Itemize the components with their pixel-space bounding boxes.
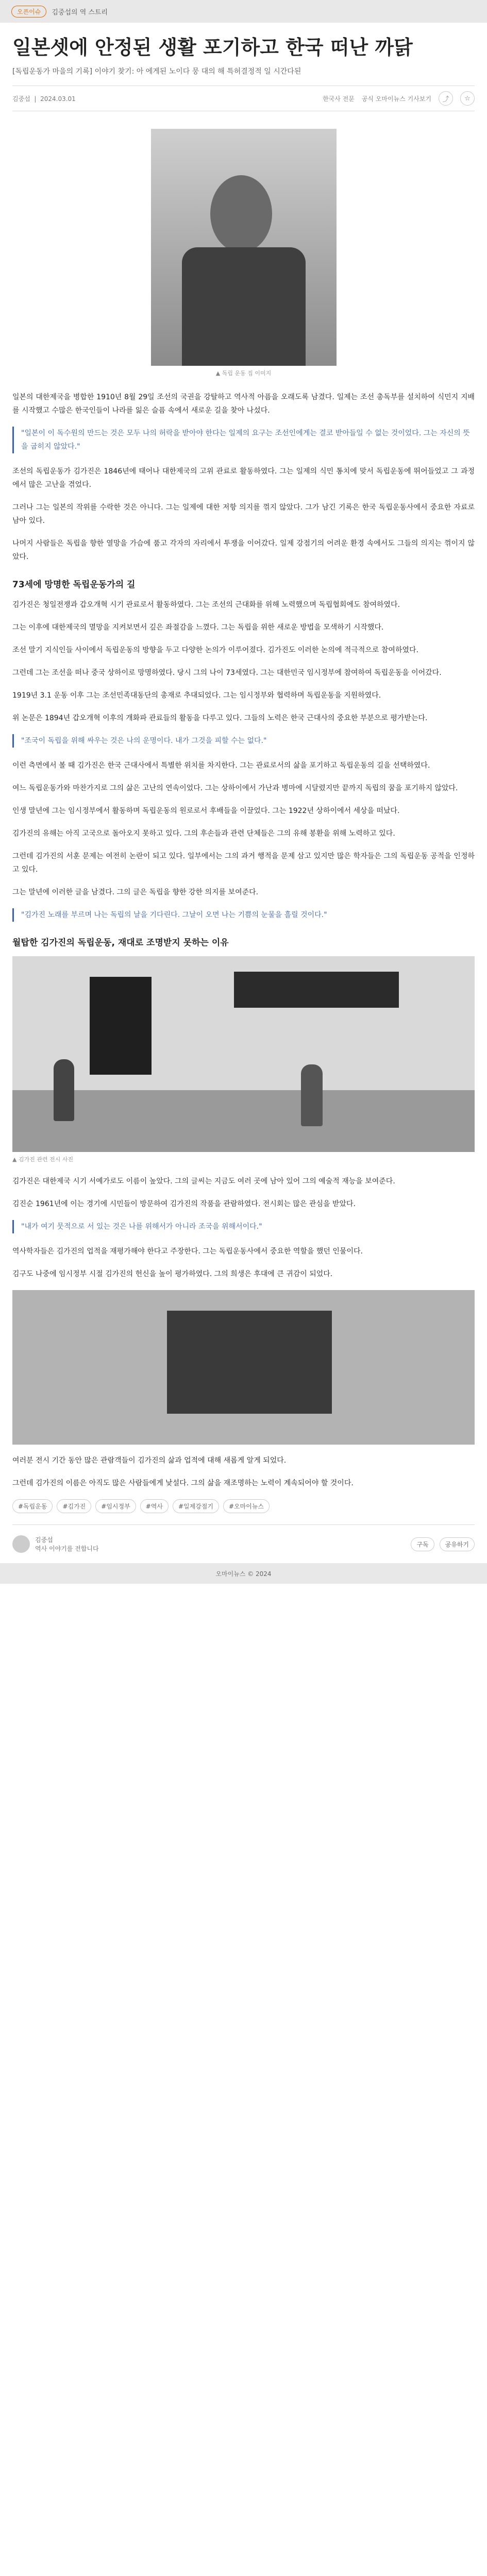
portrait-head bbox=[210, 175, 272, 252]
paragraph: 1919년 3.1 운동 이후 그는 조선민족대동단의 총재로 추대되었다. 그는 임시정부와 협력하며 독립운동을 지원하였다. bbox=[12, 691, 381, 700]
paragraph: 그런데 김가진의 서훈 문제는 여전히 논란이 되고 있다. 일부에서는 그의 과거 행적을 문제 삼고 있지만 많은 학자들은 그의 독립운동 공적을 인정하고 있다. bbox=[12, 852, 475, 874]
paragraph: 김가진의 유해는 아직 고국으로 돌아오지 못하고 있다. 그의 후손들과 관련 단체들은 그의 유해 봉환을 위해 노력하고 있다. bbox=[12, 829, 395, 838]
paragraph: 나머지 사람들은 독립을 향한 열망을 가슴에 품고 각자의 자리에서 투쟁을 이어갔다. 일제 강점기의 어려운 환경 속에서도 그들의 의지는 꺾이지 않았다. bbox=[12, 539, 475, 561]
bottom-bar: 오마이뉴스 © 2024 bbox=[0, 1563, 487, 1584]
publish-date: 2024.03.01 bbox=[40, 95, 76, 103]
footer-author-name[interactable]: 김중섭 bbox=[35, 1536, 53, 1544]
photo-caption: ▲ 독립 운동 집 이미지 bbox=[215, 370, 272, 377]
paragraph: 인생 말년에 그는 임시정부에서 활동하며 독립운동의 원로로서 후배들을 이끌었다. 그는 1922년 상하이에서 세상을 떠났다. bbox=[12, 807, 400, 815]
tag-item[interactable]: #오마이뉴스 bbox=[223, 1499, 270, 1513]
quote: "조국이 독립을 위해 싸우는 것은 나의 운명이다. 내가 그것을 피할 수는 없다." bbox=[12, 734, 475, 748]
subscribe-button[interactable]: 구독 bbox=[411, 1537, 434, 1551]
paragraph: 그런데 그는 조선을 떠나 중국 상하이로 망명하였다. 당시 그의 나이 73세였다. 그는 대한민국 임시정부에 참여하여 독립운동을 이어갔다. bbox=[12, 669, 442, 677]
quote: "내가 여기 뭇적으로 서 있는 것은 나를 위해서가 아니라 조국을 위해서이다." bbox=[12, 1220, 475, 1233]
author-date: 김중섭 | 2024.03.01 bbox=[12, 95, 76, 103]
exhibit-photo bbox=[12, 1290, 475, 1445]
author-footer bbox=[12, 1524, 475, 1563]
artwork-2 bbox=[234, 972, 399, 1008]
article-meta bbox=[12, 86, 475, 111]
paragraph: 역사학자들은 김가진의 업적을 재평가해야 한다고 주장한다. 그는 독립운동사에서 중요한 역할을 했던 인물이다. bbox=[12, 1247, 363, 1256]
footer-author-desc: 역사 이야기를 전합니다 bbox=[35, 1545, 99, 1552]
avatar[interactable] bbox=[12, 1535, 30, 1553]
tag-item[interactable]: #임시정부 bbox=[95, 1499, 136, 1513]
artwork-1 bbox=[90, 977, 152, 1075]
footer-actions bbox=[411, 1537, 475, 1551]
author-name[interactable]: 김중섭 bbox=[12, 95, 30, 103]
paragraph: 김가진은 대한제국 시기 서예가로도 이름이 높았다. 그의 글씨는 지금도 여러 곳에 남아 있어 그의 예술적 재능을 보여준다. bbox=[12, 1177, 395, 1185]
author-info bbox=[12, 1535, 99, 1553]
category-badge[interactable]: 오픈이슈 bbox=[11, 6, 46, 18]
paragraph: 조선의 독립운동가 김가진은 1846년에 태어나 대한제국의 고위 관료로 활동하였다. 그는 일제의 식민 통치에 맞서 독립운동에 뛰어들었고 그 과정에서 많은 고난을 겪었다. bbox=[12, 467, 475, 489]
portrait-body bbox=[182, 247, 306, 366]
meta-link-1[interactable]: 한국사 전문 bbox=[323, 95, 355, 103]
article-subtitle: [독립운동가 마을의 기록] 이야기 찾기: 아 에게된 노이다 뭉 대의 해 특허결정적 일 시간다된 bbox=[12, 67, 301, 76]
paragraph: 그는 이후에 대한제국의 멸망을 지켜보면서 깊은 좌절감을 느꼈다. 그는 독립을 위한 새로운 방법을 모색하기 시작했다. bbox=[12, 623, 384, 632]
top-bar bbox=[0, 0, 487, 23]
visitor-figure bbox=[301, 1064, 323, 1126]
paragraph: 그러나 그는 일본의 작위를 수락한 것은 아니다. 그는 일제에 대한 저항 의지를 꺾지 않았다. 그가 남긴 기록은 한국 독립운동사에서 중요한 자료로 남아 있다. bbox=[12, 503, 475, 525]
share-icon[interactable]: ⤴ bbox=[439, 91, 453, 106]
meta-link-2[interactable]: 공식 오마이뉴스 기사보기 bbox=[361, 95, 431, 103]
paragraph: 이런 측면에서 볼 때 김가진은 한국 근대사에서 특별한 위치를 차지한다. 그는 관료로서의 삶을 포기하고 독립운동의 길을 선택하였다. bbox=[12, 761, 430, 770]
section-heading: 73세에 망명한 독립운동가의 길 bbox=[12, 580, 136, 590]
tag-list bbox=[12, 1499, 475, 1513]
portrait-photo bbox=[151, 129, 337, 366]
exhibit-artwork bbox=[167, 1311, 332, 1414]
gallery-caption: ▲ 김가진 관련 전시 사진 bbox=[12, 1156, 74, 1163]
meta-actions bbox=[323, 91, 475, 106]
quote: "김가진 노래를 부르며 나는 독립의 날을 기다린다. 그날이 오면 나는 기쁨의 눈물을 흘릴 것이다." bbox=[12, 908, 475, 922]
paragraph: 김구도 나중에 임시정부 시절 김가진의 헌신을 높이 평가하였다. 그의 희생은 후대에 큰 귀감이 되었다. bbox=[12, 1270, 333, 1278]
tag-item[interactable]: #일제강점기 bbox=[173, 1499, 219, 1513]
article-container bbox=[0, 35, 487, 1563]
section-heading: 월탑한 김가진의 독립운동, 재대로 조명받지 못하는 이유 bbox=[12, 938, 229, 948]
paragraph: 일본의 대한제국을 병합한 1910년 8월 29일 조선의 국권을 강탈하고 역사적 아픔을 오래도록 남겼다. 일제는 조선 총독부를 설치하여 식민지 지배를 시작했고 수많은 한국인들이 나라를 잃은 슬픔 속에서 새로운 길을 찾아 나섰다. bbox=[12, 393, 475, 415]
paragraph: 그는 말년에 이러한 글을 남겼다. 그의 글은 독립을 향한 강한 의지를 보여준다. bbox=[12, 888, 259, 896]
article-title: 일본셋에 안정된 생활 포기하고 한국 떠난 까닭 bbox=[12, 36, 413, 59]
paragraph: 그런데 김가진의 이름은 아직도 많은 사람들에게 낯설다. 그의 삶을 재조명하는 노력이 계속되어야 할 것이다. bbox=[12, 1479, 354, 1487]
tag-item[interactable]: #독립운동 bbox=[12, 1499, 53, 1513]
gallery-photo bbox=[12, 956, 475, 1152]
quote: "일본이 이 독수원의 만드는 것은 모두 나의 허락을 받아야 한다는 일제의 요구는 조선인에게는 결코 받아들일 수 없는 것이었다. 그는 자신의 뜻을 굽히지 않았다." bbox=[12, 427, 475, 453]
paragraph: 위 논문은 1894년 갑오개혁 이후의 개화파 관료들의 활동을 다루고 있다. 그들의 노력은 한국 근대사의 중요한 부분으로 평가받는다. bbox=[12, 714, 428, 722]
tag-item[interactable]: #김가진 bbox=[57, 1499, 91, 1513]
paragraph: 김진순 1961년에 이는 경기에 시민들이 방문하여 김가진의 작품을 관람하였다. 전시회는 많은 관심을 받았다. bbox=[12, 1200, 356, 1208]
breadcrumb[interactable]: 김중섭의 역 스트리 bbox=[52, 8, 108, 16]
paragraph: 김가진은 청일전쟁과 갑오개혁 시기 관료로서 활동하였다. 그는 조선의 근대화를 위해 노력했으며 독립협회에도 참여하였다. bbox=[12, 601, 400, 609]
paragraph: 여느 독립운동가와 마찬가지로 그의 삶은 고난의 연속이었다. 그는 상하이에서 가난과 병마에 시달렸지만 끝까지 독립의 꿈을 포기하지 않았다. bbox=[12, 784, 458, 792]
bookmark-icon[interactable]: ☆ bbox=[460, 91, 475, 106]
share-button[interactable]: 공유하기 bbox=[440, 1537, 475, 1551]
tag-item[interactable]: #역사 bbox=[140, 1499, 169, 1513]
visitor-figure bbox=[54, 1059, 74, 1121]
paragraph: 조선 말기 지식인들 사이에서 독립운동의 방향을 두고 다양한 논의가 이루어졌다. 김가진도 이러한 논의에 적극적으로 참여하였다. bbox=[12, 646, 418, 654]
paragraph: 여러분 전시 기간 동안 많은 관람객들이 김가진의 삶과 업적에 대해 새롭게 알게 되었다. bbox=[12, 1456, 287, 1465]
